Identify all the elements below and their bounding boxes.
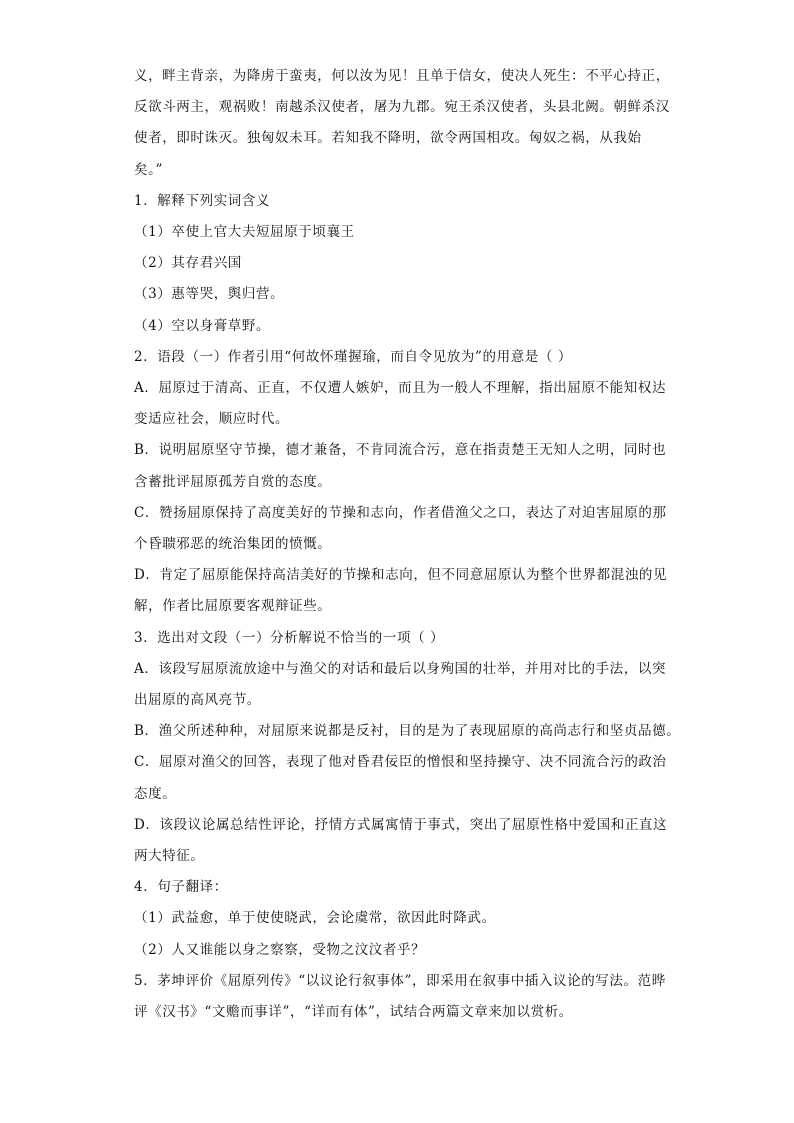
passage-line: 矣。” bbox=[134, 161, 163, 178]
question-option: D．肯定了屈原能保持高洁美好的节操和志向，但不同意屈原认为整个世界都混浊的见 bbox=[134, 567, 668, 584]
question-item: （4）空以身膏草野。 bbox=[134, 317, 271, 334]
passage-line: 反欲斗两主，观祸败！南越杀汉使者，屠为九郡。宛王杀汉使者，头县北阙。朝鲜杀汉 bbox=[134, 99, 670, 116]
question-item: （3）惠等哭，舆归营。 bbox=[134, 286, 285, 303]
question-option: 变适应社会，顺应时代。 bbox=[134, 411, 290, 428]
question-5 bbox=[134, 966, 676, 1028]
question-option: B．渔父所述种种，对屈原来说都是反衬，目的是为了表现屈原的高尚志行和坚贞品德。 bbox=[134, 723, 681, 740]
question-stem: 1．解释下列实词含义 bbox=[134, 192, 271, 209]
question-item: 评《汉书》“文赡而事详”，“详而有体”，试结合两篇文章来加以赏析。 bbox=[134, 1004, 573, 1021]
question-option: 出屈原的高风亮节。 bbox=[134, 692, 261, 709]
question-stem: 2．语段（一）作者引用“何故怀瑾握瑜，而自令见放为”的用意是（ ） bbox=[134, 348, 572, 365]
question-option: 解，作者比屈原要客观辩证些。 bbox=[134, 598, 332, 615]
question-option: C．赞扬屈原保持了高度美好的节操和志向，作者借渔父之口，表达了对迫害屈原的那 bbox=[134, 504, 667, 521]
question-item: （1）武益愈，单于使使晓武，会论虞常，欲因此时降武。 bbox=[134, 910, 496, 927]
passage-line: 使者，即时诛灭。独匈奴未耳。若知我不降明，欲令两国相攻。匈奴之祸，从我始 bbox=[134, 130, 642, 147]
question-option: 态度。 bbox=[134, 785, 177, 802]
question-option: A．屈原过于清高、正直，不仅遭人嫉妒，而且为一般人不理解，指出屈原不能知权达 bbox=[134, 380, 667, 397]
question-3 bbox=[134, 623, 681, 873]
passage-line: 义，畔主背亲，为降虏于蛮夷，何以汝为见！且单于信女，使决人死生：不平心持正， bbox=[134, 68, 670, 84]
question-option: 两大特征。 bbox=[134, 848, 205, 865]
question-option: D．该段议论属总结性评论，抒情方式属寓情于事式，突出了屈原性格中爱国和正直这 bbox=[134, 816, 668, 833]
question-2 bbox=[134, 342, 676, 623]
question-item: （1）卒使上官大夫短屈原于顷襄王 bbox=[134, 224, 355, 241]
question-item: （2）其存君兴国 bbox=[134, 255, 242, 272]
question-4 bbox=[134, 872, 676, 966]
question-option: 个昏聩邪恶的统治集团的愤慨。 bbox=[134, 536, 332, 553]
question-option: C．屈原对渔父的回答，表现了他对昏君佞臣的憎恨和坚持操守、决不同流合污的政治 bbox=[134, 754, 667, 771]
question-item: （2）人又谁能以身之察察，受物之汶汶者乎？ bbox=[134, 941, 426, 958]
question-stem: 5．茅坤评价《屈原列传》“以议论行叙事体”，即采用在叙事中插入议论的写法。范晔 bbox=[134, 972, 666, 989]
question-option: 含蓄批评屈原孤芳自赏的态度。 bbox=[134, 473, 332, 490]
question-option: A．该段写屈原流放途中与渔父的对话和最后以身殉国的壮举，并用对比的手法，以突 bbox=[134, 660, 667, 677]
question-option: B．说明屈原坚守节操，德才兼备，不肯同流合污，意在指责楚王无知人之明，同时也 bbox=[134, 442, 667, 459]
question-stem: 3．选出对文段（一）分析解说不恰当的一项（ ） bbox=[134, 629, 445, 646]
question-stem: 4．句子翻译： bbox=[134, 879, 228, 896]
passage-tail bbox=[134, 61, 676, 186]
question-1 bbox=[134, 186, 676, 342]
